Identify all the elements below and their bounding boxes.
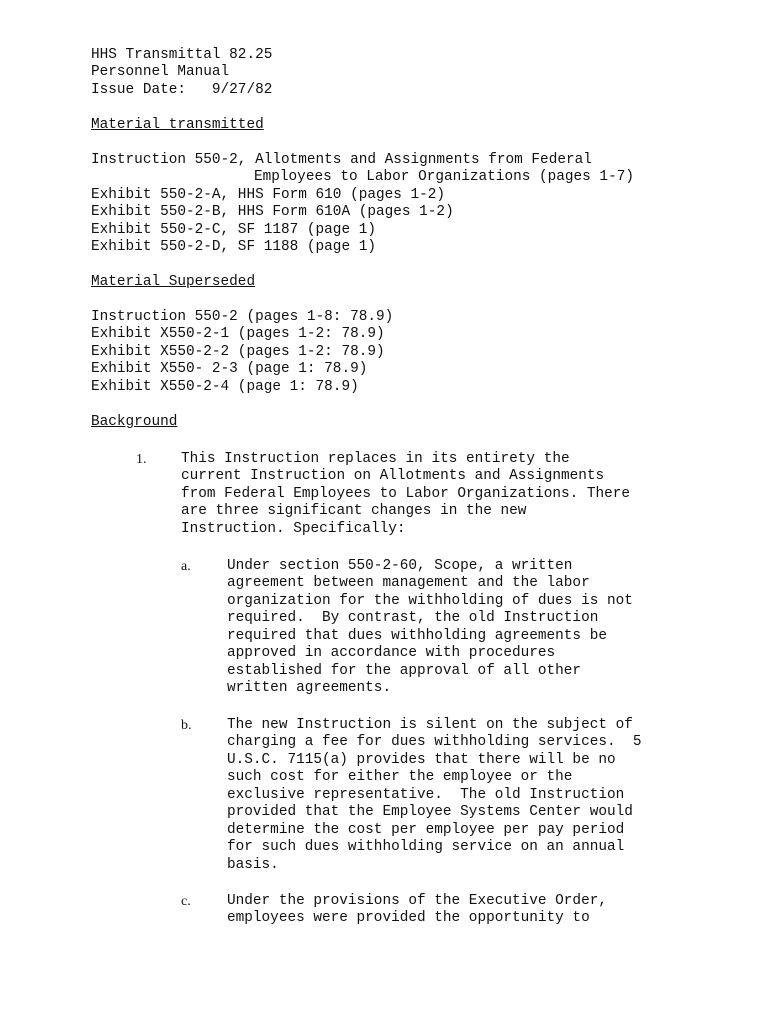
manual-name: Personnel Manual	[91, 64, 230, 80]
paragraph-line: from Federal Employees to Labor Organizations. There	[181, 486, 631, 502]
transmittal-number: HHS Transmittal 82.25	[91, 47, 273, 63]
superseded-item: Exhibit X550-2-1 (pages 1-2: 78.9)	[91, 326, 385, 342]
paragraph-line: Instruction. Specifically:	[181, 521, 406, 537]
subparagraph-label: b.	[181, 718, 192, 733]
superseded-item: Instruction 550-2 (pages 1-8: 78.9)	[91, 309, 394, 325]
subparagraph-line: charging a fee for dues withholding services. 5	[227, 734, 642, 750]
subparagraph-label: c.	[181, 894, 191, 909]
issue-date: Issue Date: 9/27/82	[91, 82, 273, 98]
superseded-item: Exhibit X550- 2-3 (page 1: 78.9)	[91, 361, 368, 377]
subparagraph-line: provided that the Employee Systems Center would	[227, 804, 633, 820]
paragraph-line: are three significant changes in the new	[181, 503, 527, 519]
subparagraph-label: a.	[181, 559, 191, 574]
transmitted-item: Employees to Labor Organizations (pages 1-7)	[254, 169, 634, 185]
subparagraph-line: agreement between management and the labor	[227, 575, 590, 591]
subparagraph-line: such cost for either the employee or the	[227, 769, 573, 785]
subparagraph-line: written agreements.	[227, 680, 392, 696]
subparagraph-line: required. By contrast, the old Instruction	[227, 610, 599, 626]
subparagraph-line: for such dues withholding service on an annual	[227, 839, 625, 855]
subparagraph-line: Under the provisions of the Executive Order,	[227, 893, 607, 909]
subparagraph-line: established for the approval of all other	[227, 663, 582, 679]
subparagraph-line: required that dues withholding agreements be	[227, 628, 607, 644]
paragraph-line: This Instruction replaces in its entirety the	[181, 451, 570, 467]
transmitted-item: Exhibit 550-2-C, SF 1187 (page 1)	[91, 222, 376, 238]
material-transmitted-heading: Material transmitted	[91, 117, 264, 133]
transmitted-item: Instruction 550-2, Allotments and Assignments from Federal	[91, 152, 592, 168]
subparagraph-line: Under section 550-2-60, Scope, a written	[227, 558, 573, 574]
superseded-item: Exhibit X550-2-4 (page 1: 78.9)	[91, 379, 359, 395]
transmitted-item: Exhibit 550-2-D, SF 1188 (page 1)	[91, 239, 376, 255]
subparagraph-line: basis.	[227, 857, 279, 873]
subparagraph-line: organization for the withholding of dues is not	[227, 593, 633, 609]
paragraph-number: 1.	[136, 452, 147, 467]
subparagraph-line: U.S.C. 7115(a) provides that there will be no	[227, 752, 616, 768]
material-superseded-heading: Material Superseded	[91, 274, 256, 290]
background-heading: Background	[91, 414, 178, 430]
subparagraph-line: exclusive representative. The old Instruction	[227, 787, 625, 803]
subparagraph-line: employees were provided the opportunity to	[227, 910, 590, 926]
transmitted-item: Exhibit 550-2-B, HHS Form 610A (pages 1-2)	[91, 204, 454, 220]
subparagraph-line: determine the cost per employee per pay period	[227, 822, 625, 838]
transmitted-item: Exhibit 550-2-A, HHS Form 610 (pages 1-2)	[91, 187, 446, 203]
subparagraph-line: The new Instruction is silent on the subject of	[227, 717, 633, 733]
paragraph-line: current Instruction on Allotments and Assignments	[181, 468, 605, 484]
subparagraph-line: approved in accordance with procedures	[227, 645, 556, 661]
superseded-item: Exhibit X550-2-2 (pages 1-2: 78.9)	[91, 344, 385, 360]
